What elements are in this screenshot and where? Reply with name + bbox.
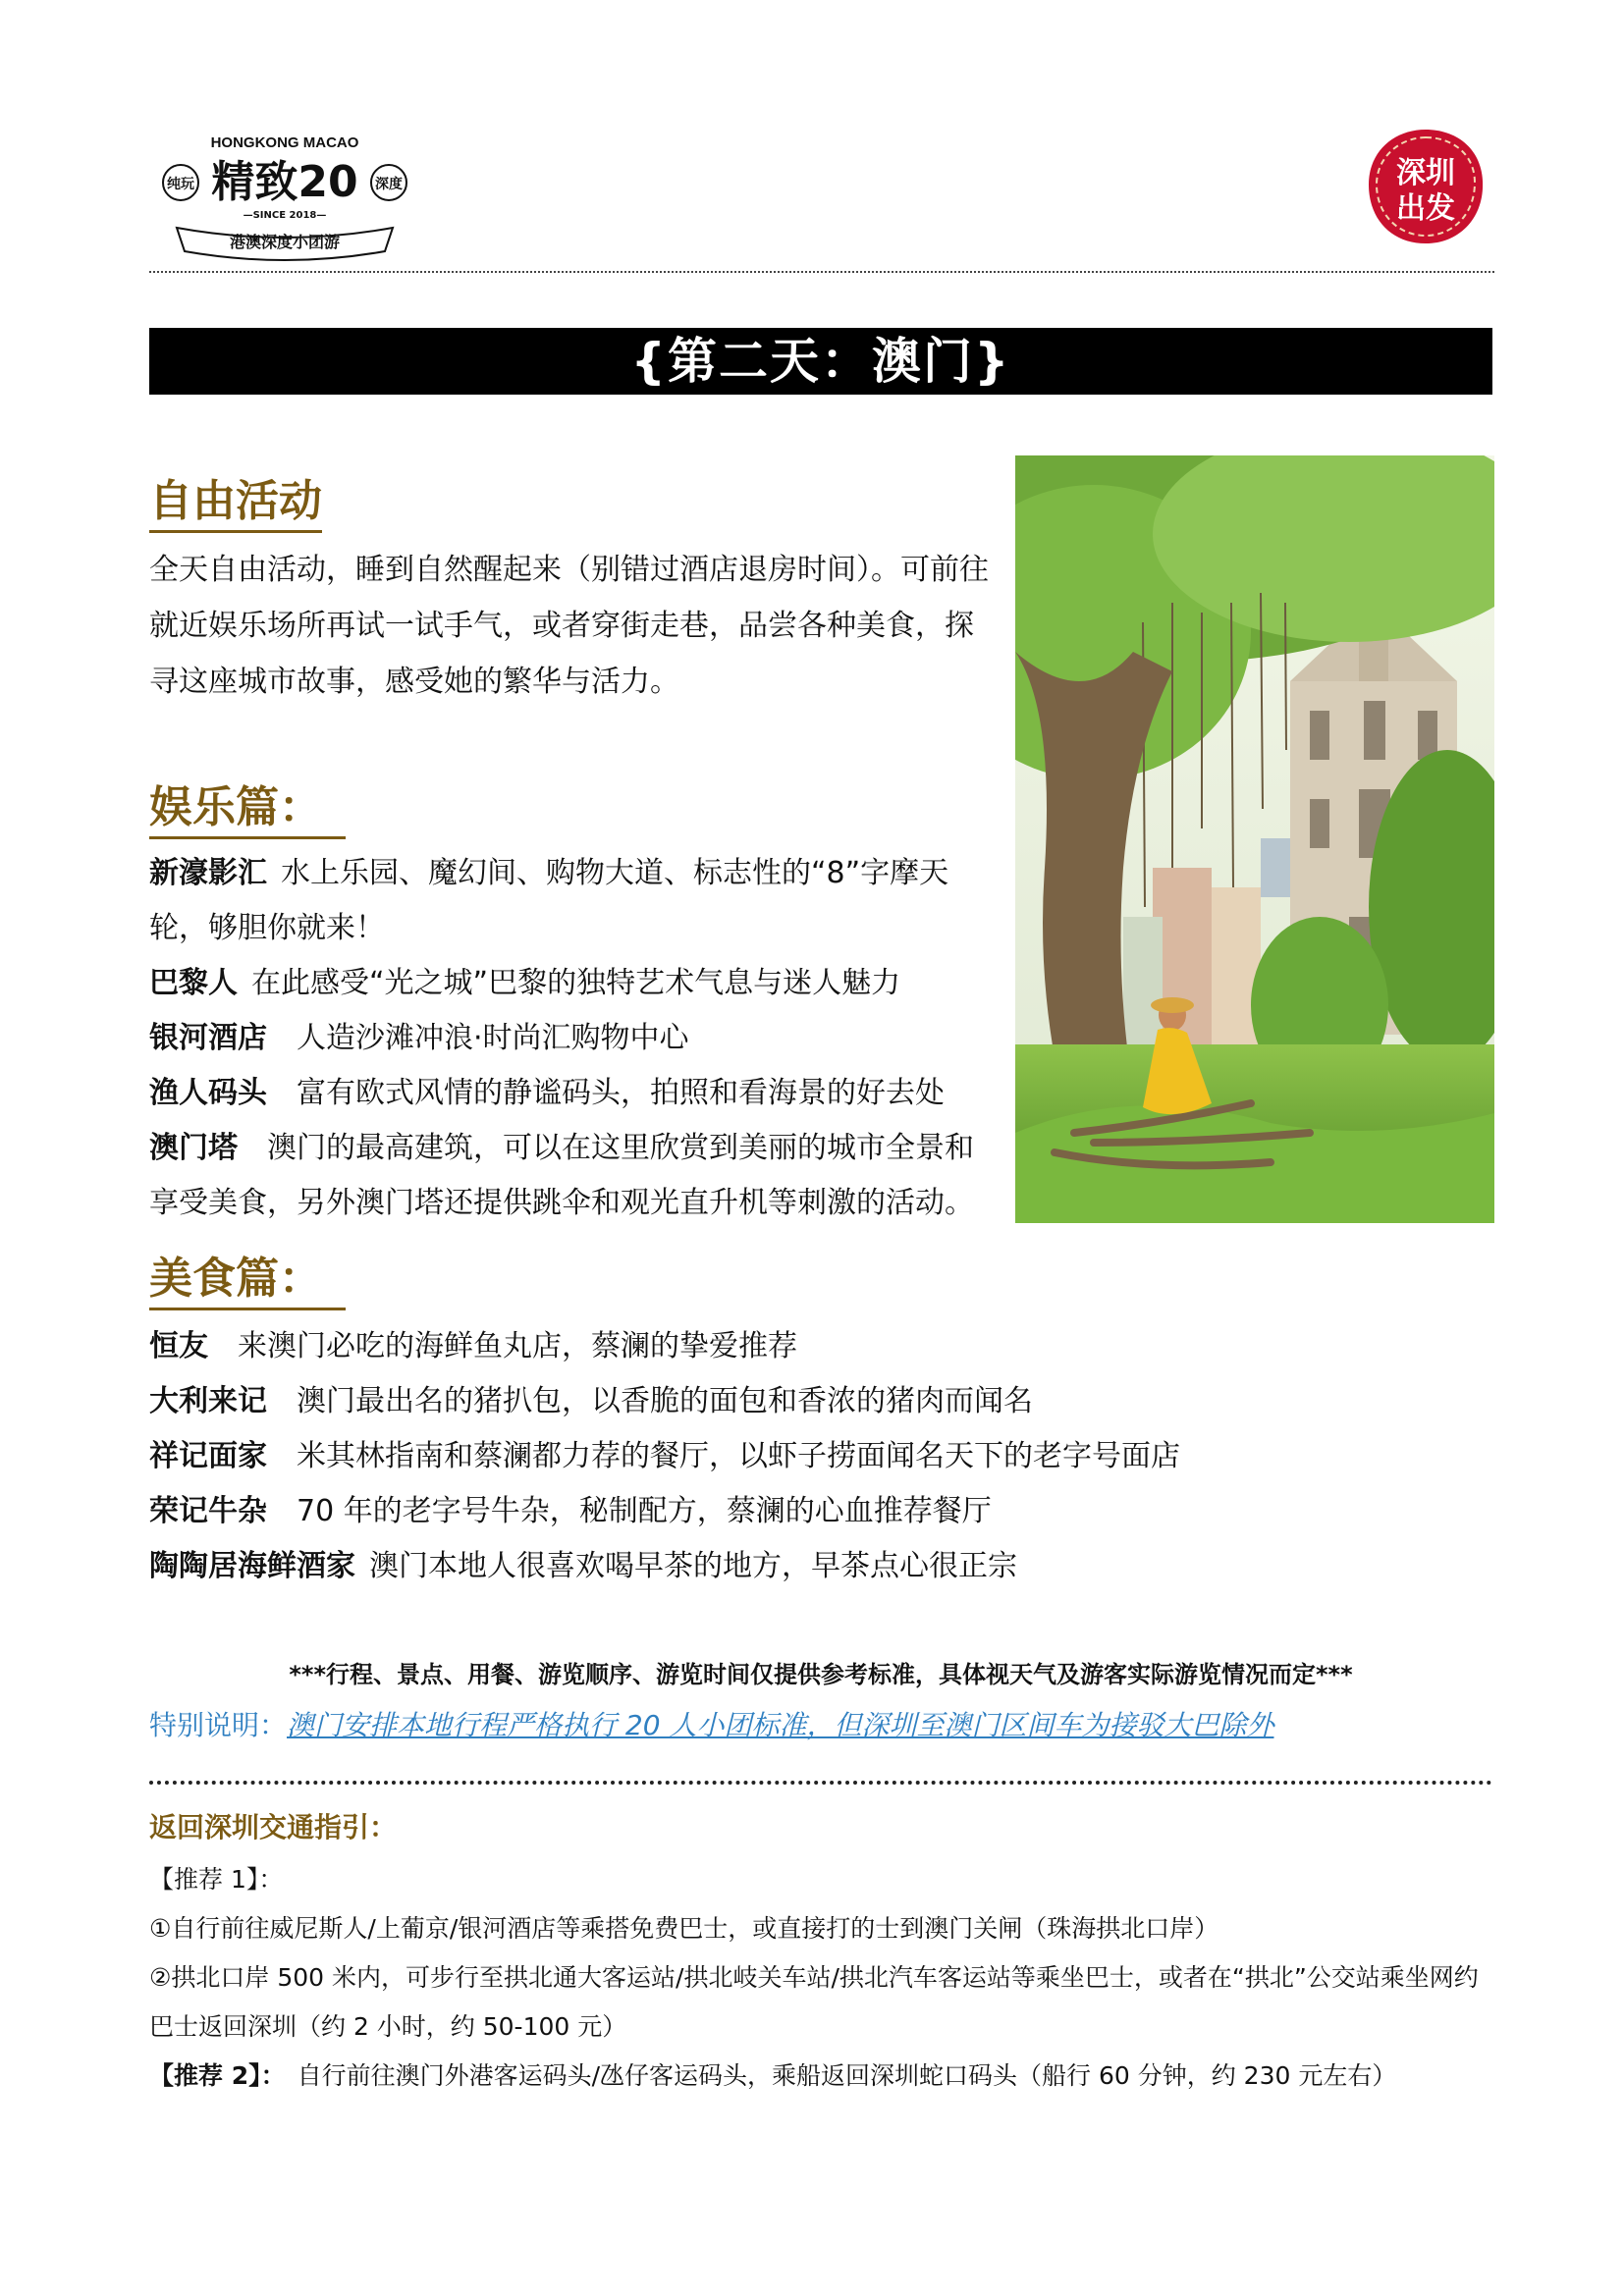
return-guide-body xyxy=(149,1855,1492,2101)
logo-right-tag: 深度 xyxy=(375,177,403,192)
free-activity-body: 全天自由活动，睡到自然醒起来（别错过酒店退房时间）。可前往就近娱乐场所再试一试手气，或者穿街走巷，品尝各种美食，探寻这座城市故事，感受她的繁华与活力。 xyxy=(149,553,989,699)
logo-since: —SINCE 2018— xyxy=(243,210,327,221)
return-guide-title: 返回深圳交通指引： xyxy=(149,1811,398,1843)
list-item: 澳门塔 澳门的最高建筑，可以在这里欣赏到美丽的城市全景和享受美食，另外澳门塔还提供跳伞和观光直升机等刺激的活动。 xyxy=(149,1131,974,1220)
brand-logo xyxy=(157,126,412,263)
list-item: 大利来记 澳门最出名的猪扒包，以香脆的面包和香浓的猪肉而闻名 xyxy=(149,1384,1033,1418)
entertainment-title: 娱乐篇： xyxy=(149,772,346,839)
rec1-line2: ②拱北口岸 500 米内，可步行至拱北通大客运站/拱北岐关车站/拱北汽车客运站等乘坐巴士，或者在“拱北”公交站乘坐网约巴士返回深圳（约 2 小时，约 50-100 元） xyxy=(149,1963,1479,2041)
section-divider xyxy=(149,1781,1492,1785)
special-note xyxy=(149,1704,1273,1743)
departure-badge xyxy=(1365,126,1487,247)
entertainment-list xyxy=(149,846,996,1231)
svg-text:出发: 出发 xyxy=(1396,191,1455,226)
list-item: 渔人码头 富有欧式风情的静谧码头，拍照和看海景的好去处 xyxy=(149,1076,945,1110)
special-note-label: 特别说明： xyxy=(149,1709,288,1741)
photo-illustration xyxy=(1015,455,1494,1223)
rec2-row xyxy=(149,2052,1492,2101)
list-item: 祥记面家 米其林指南和蔡澜都力荐的餐厅，以虾子捞面闻名天下的老字号面店 xyxy=(149,1439,1180,1473)
list-item: 银河酒店 人造沙滩冲浪·时尚汇购物中心 xyxy=(149,1021,689,1055)
rec1-label: 【推荐 1】： xyxy=(149,1865,284,1894)
list-item: 恒友 来澳门必吃的海鲜鱼丸店，蔡澜的挚爱推荐 xyxy=(149,1329,797,1363)
seal-icon xyxy=(1365,126,1487,247)
food-list xyxy=(149,1319,1426,1594)
rec2-label: 【推荐 2】： xyxy=(149,2061,286,2090)
day-title-banner: {第二天：澳门} xyxy=(149,328,1492,395)
svg-text:深圳: 深圳 xyxy=(1396,156,1455,190)
rec2-text: 自行前往澳门外港客运码头/氹仔客运码头，乘船返回深圳蛇口码头（船行 60 分钟，约 230 元左右） xyxy=(297,2061,1397,2090)
food-title: 美食篇： xyxy=(149,1243,346,1310)
logo-ribbon: 港澳深度小团游 xyxy=(229,233,341,251)
logo-top-text: HONGKONG MACAO xyxy=(210,134,359,151)
logo-main-text: 精致20 xyxy=(211,157,358,207)
logo-left-tag: 纯玩 xyxy=(167,177,194,192)
list-item: 新濠影汇 水上乐园、魔幻间、购物大道、标志性的“8”字摩天轮，够胆你就来！ xyxy=(149,856,949,945)
header-divider xyxy=(149,271,1494,273)
macau-ruins-photo xyxy=(1015,455,1494,1223)
rec1-line1: ①自行前往威尼斯人/上葡京/银河酒店等乘搭免费巴士，或直接打的士到澳门关闸（珠海拱北口岸） xyxy=(149,1914,1219,1943)
disclaimer-note: ***行程、景点、用餐、游览顺序、游览时间仅提供参考标准，具体视天气及游客实际游览情况而定*** xyxy=(289,1661,1353,1688)
logo-graphic xyxy=(157,126,412,263)
list-item: 荣记牛杂 70 年的老字号牛杂，秘制配方，蔡澜的心血推荐餐厅 xyxy=(149,1494,992,1528)
list-item: 巴黎人 在此感受“光之城”巴黎的独特艺术气息与迷人魅力 xyxy=(149,966,901,1000)
free-activity-title: 自由活动 xyxy=(149,465,322,533)
list-item: 陶陶居海鲜酒家 澳门本地人很喜欢喝早茶的地方，早茶点心很正宗 xyxy=(149,1549,1017,1583)
special-note-link[interactable]: 澳门安排本地行程严格执行 20 人小团标准，但深圳至澳门区间车为接驳大巴除外 xyxy=(287,1709,1274,1741)
